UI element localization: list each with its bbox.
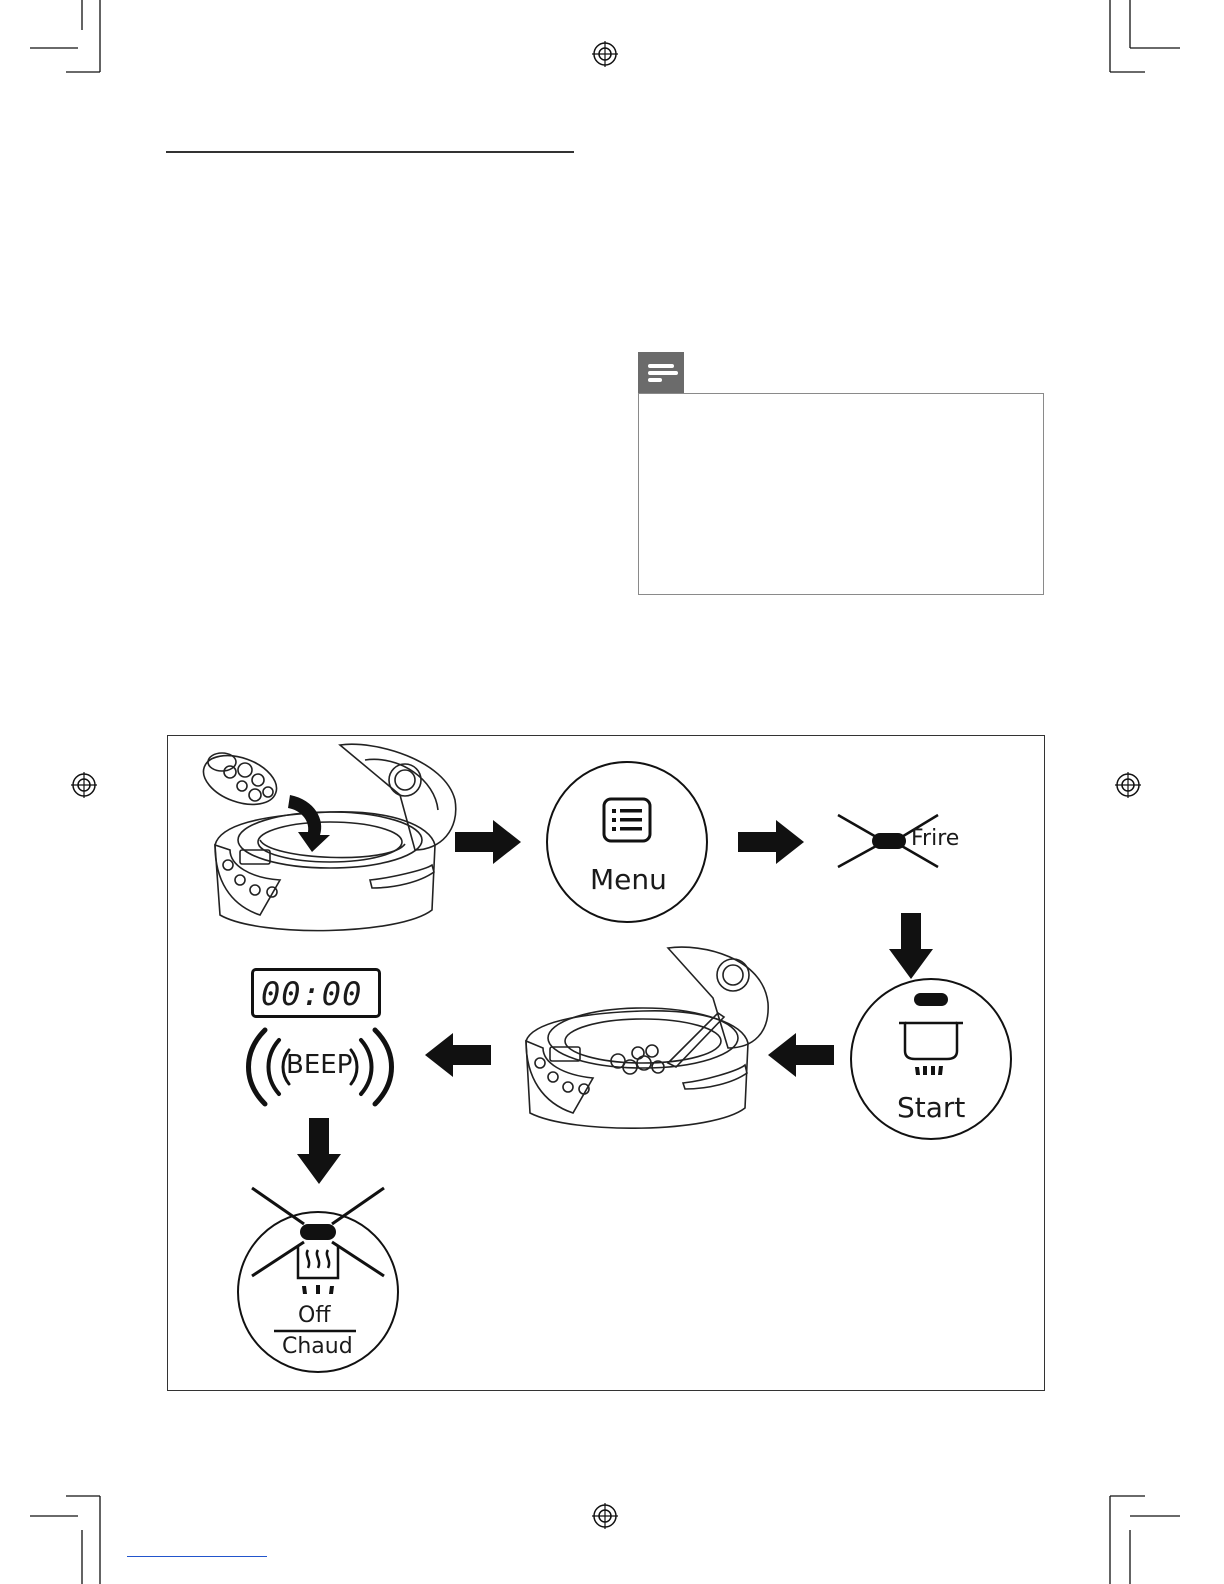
header-rule (166, 151, 574, 153)
note-box (638, 393, 1044, 595)
registration-mark-icon (70, 771, 98, 799)
frire-label: Frire (911, 826, 960, 851)
menu-label: Menu (590, 863, 667, 896)
arrow-icon (768, 1033, 838, 1077)
beep-label: BEEP (286, 1050, 353, 1080)
note-icon (638, 352, 684, 394)
off-label: Off (298, 1303, 331, 1328)
menu-button-circle (545, 760, 709, 924)
arrow-icon (297, 1118, 341, 1188)
registration-mark-icon (591, 40, 619, 68)
arrow-icon (455, 820, 525, 864)
footer-link-underline (127, 1556, 267, 1557)
note-tab (638, 352, 684, 394)
cooker-pour-illustration (200, 740, 460, 940)
timer-value: 00:00 (261, 975, 363, 1013)
arrow-icon (889, 913, 933, 983)
arrow-icon (425, 1033, 495, 1077)
arrow-icon (738, 820, 808, 864)
registration-mark-icon (1114, 771, 1142, 799)
start-label: Start (897, 1091, 966, 1124)
cooker-food-illustration (518, 943, 758, 1138)
registration-mark-icon (591, 1502, 619, 1530)
chaud-label: Chaud (282, 1334, 353, 1359)
